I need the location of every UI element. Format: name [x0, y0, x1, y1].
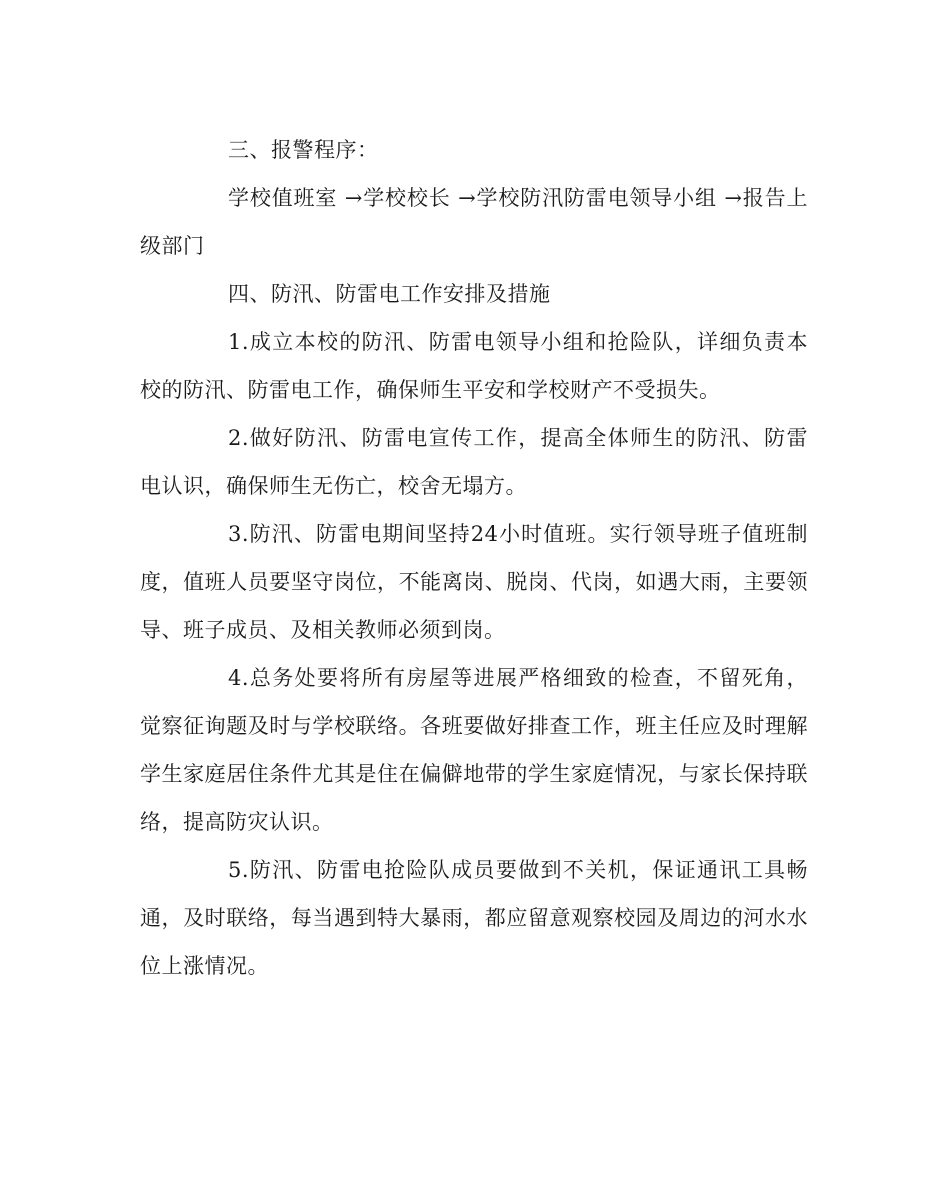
section-3-flow: 学校值班室 →学校校长 →学校防汛防雷电领导小组 →报告上级部门 — [140, 186, 808, 258]
section-4-heading: 四、防汛、防雷电工作安排及措施 — [228, 282, 551, 306]
document-body — [140, 126, 808, 990]
measure-item-2: 2.做好防汛、防雷电宣传工作，提高全体师生的防汛、防雷电认识，确保师生无伤亡，校舍无塌方。 — [140, 426, 808, 498]
measure-item-5: 5.防汛、防雷电抢险队成员要做到不关机，保证通讯工具畅通，及时联络，每当遇到特大暴雨，都应留意观察校园及周边的河水水位上涨情况。 — [140, 858, 808, 978]
measure-item-1: 1.成立本校的防汛、防雷电领导小组和抢险队，详细负责本校的防汛、防雷电工作，确保师生平安和学校财产不受损失。 — [140, 330, 808, 402]
measure-item-4: 4.总务处要将所有房屋等进展严格细致的检查，不留死角，觉察征询题及时与学校联络。各班要做好排查工作，班主任应及时理解学生家庭居住条件尤其是住在偏僻地带的学生家庭情况，与家长保持联络，提高防灾认识。 — [140, 666, 808, 834]
measure-item-3: 3.防汛、防雷电期间坚持24小时值班。实行领导班子值班制度，值班人员要坚守岗位，不能离岗、脱岗、代岗，如遇大雨，主要领导、班子成员、及相关教师必须到岗。 — [140, 522, 808, 642]
section-3-heading: 三、报警程序： — [228, 138, 379, 162]
